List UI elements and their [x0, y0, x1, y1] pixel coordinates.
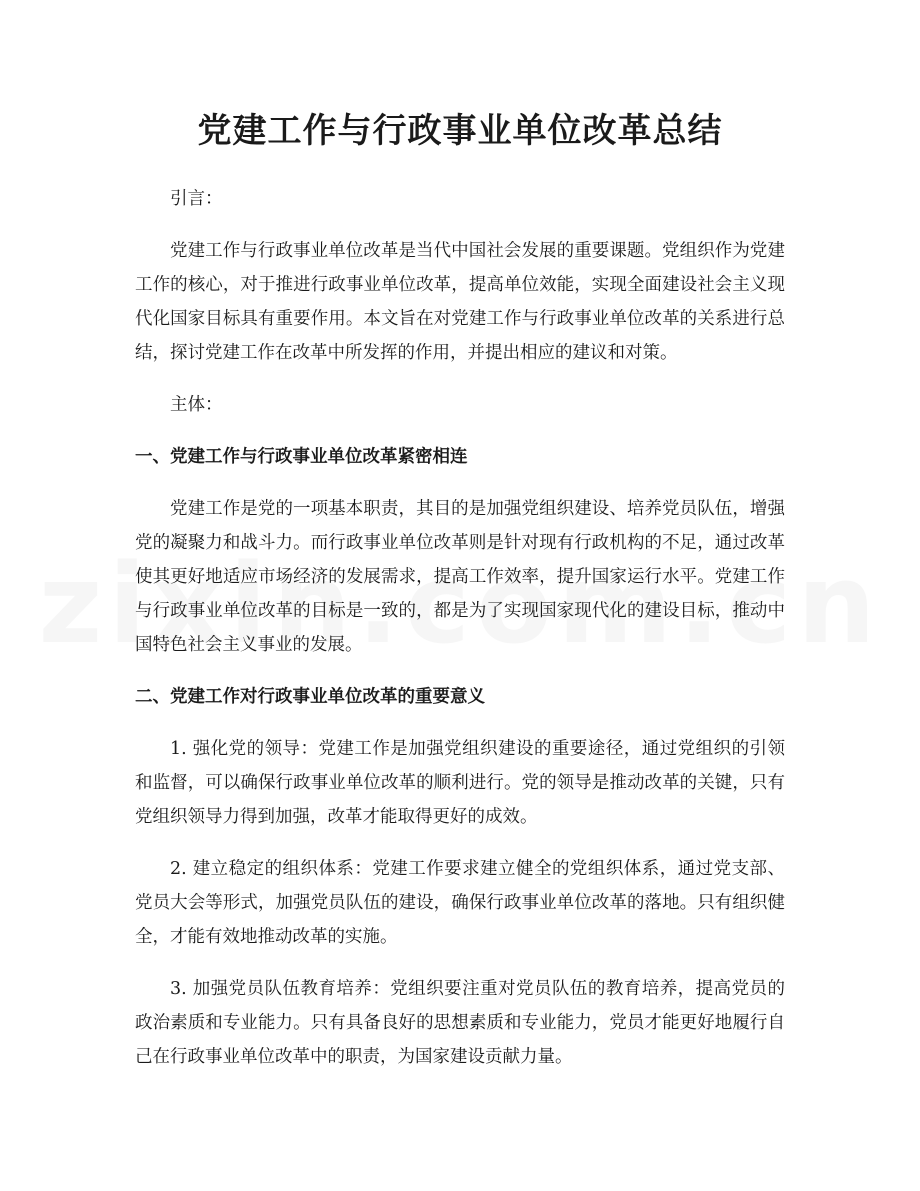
section-heading-1: 一、党建工作与行政事业单位改革紧密相连	[135, 447, 468, 467]
section-2-item-1: 1. 强化党的领导：党建工作是加强党组织建设的重要途径，通过党组织的引领和监督，可以确保行政事业单位改革的顺利进行。党的领导是推动改革的关键，只有党组织领导力得到加强，改革才能取得更好的成效。	[135, 739, 785, 827]
document-body	[135, 182, 785, 1074]
section-2-item-2: 2. 建立稳定的组织体系：党建工作要求建立健全的党组织体系，通过党支部、党员大会等形式，加强党员队伍的建设，确保行政事业单位改革的落地。只有组织健全，才能有效地推动改革的实施。	[135, 859, 785, 947]
intro-label: 引言：	[170, 189, 223, 209]
page-title: 党建工作与行政事业单位改革总结	[197, 111, 723, 151]
section-2-item-3: 3. 加强党员队伍教育培养：党组织要注重对党员队伍的教育培养，提高党员的政治素质和专业能力。只有具备良好的思想素质和专业能力，党员才能更好地履行自己在行政事业单位改革中的职责，为国家建设贡献力量。	[135, 979, 785, 1067]
section-1-paragraph-1: 党建工作是党的一项基本职责，其目的是加强党组织建设、培养党员队伍，增强党的凝聚力和战斗力。而行政事业单位改革则是针对现有行政机构的不足，通过改革使其更好地适应市场经济的发展需求，提高工作效率，提升国家运行水平。党建工作与行政事业单位改革的目标是一致的，都是为了实现国家现代化的建设目标，推动中国特色社会主义事业的发展。	[135, 499, 785, 655]
body-label: 主体：	[170, 395, 223, 415]
intro-paragraph: 党建工作与行政事业单位改革是当代中国社会发展的重要课题。党组织作为党建工作的核心，对于推进行政事业单位改革，提高单位效能，实现全面建设社会主义现代化国家目标具有重要作用。本文旨在对党建工作与行政事业单位改革的关系进行总结，探讨党建工作在改革中所发挥的作用，并提出相应的建议和对策。	[135, 241, 785, 363]
section-heading-2: 二、党建工作对行政事业单位改革的重要意义	[135, 687, 485, 707]
